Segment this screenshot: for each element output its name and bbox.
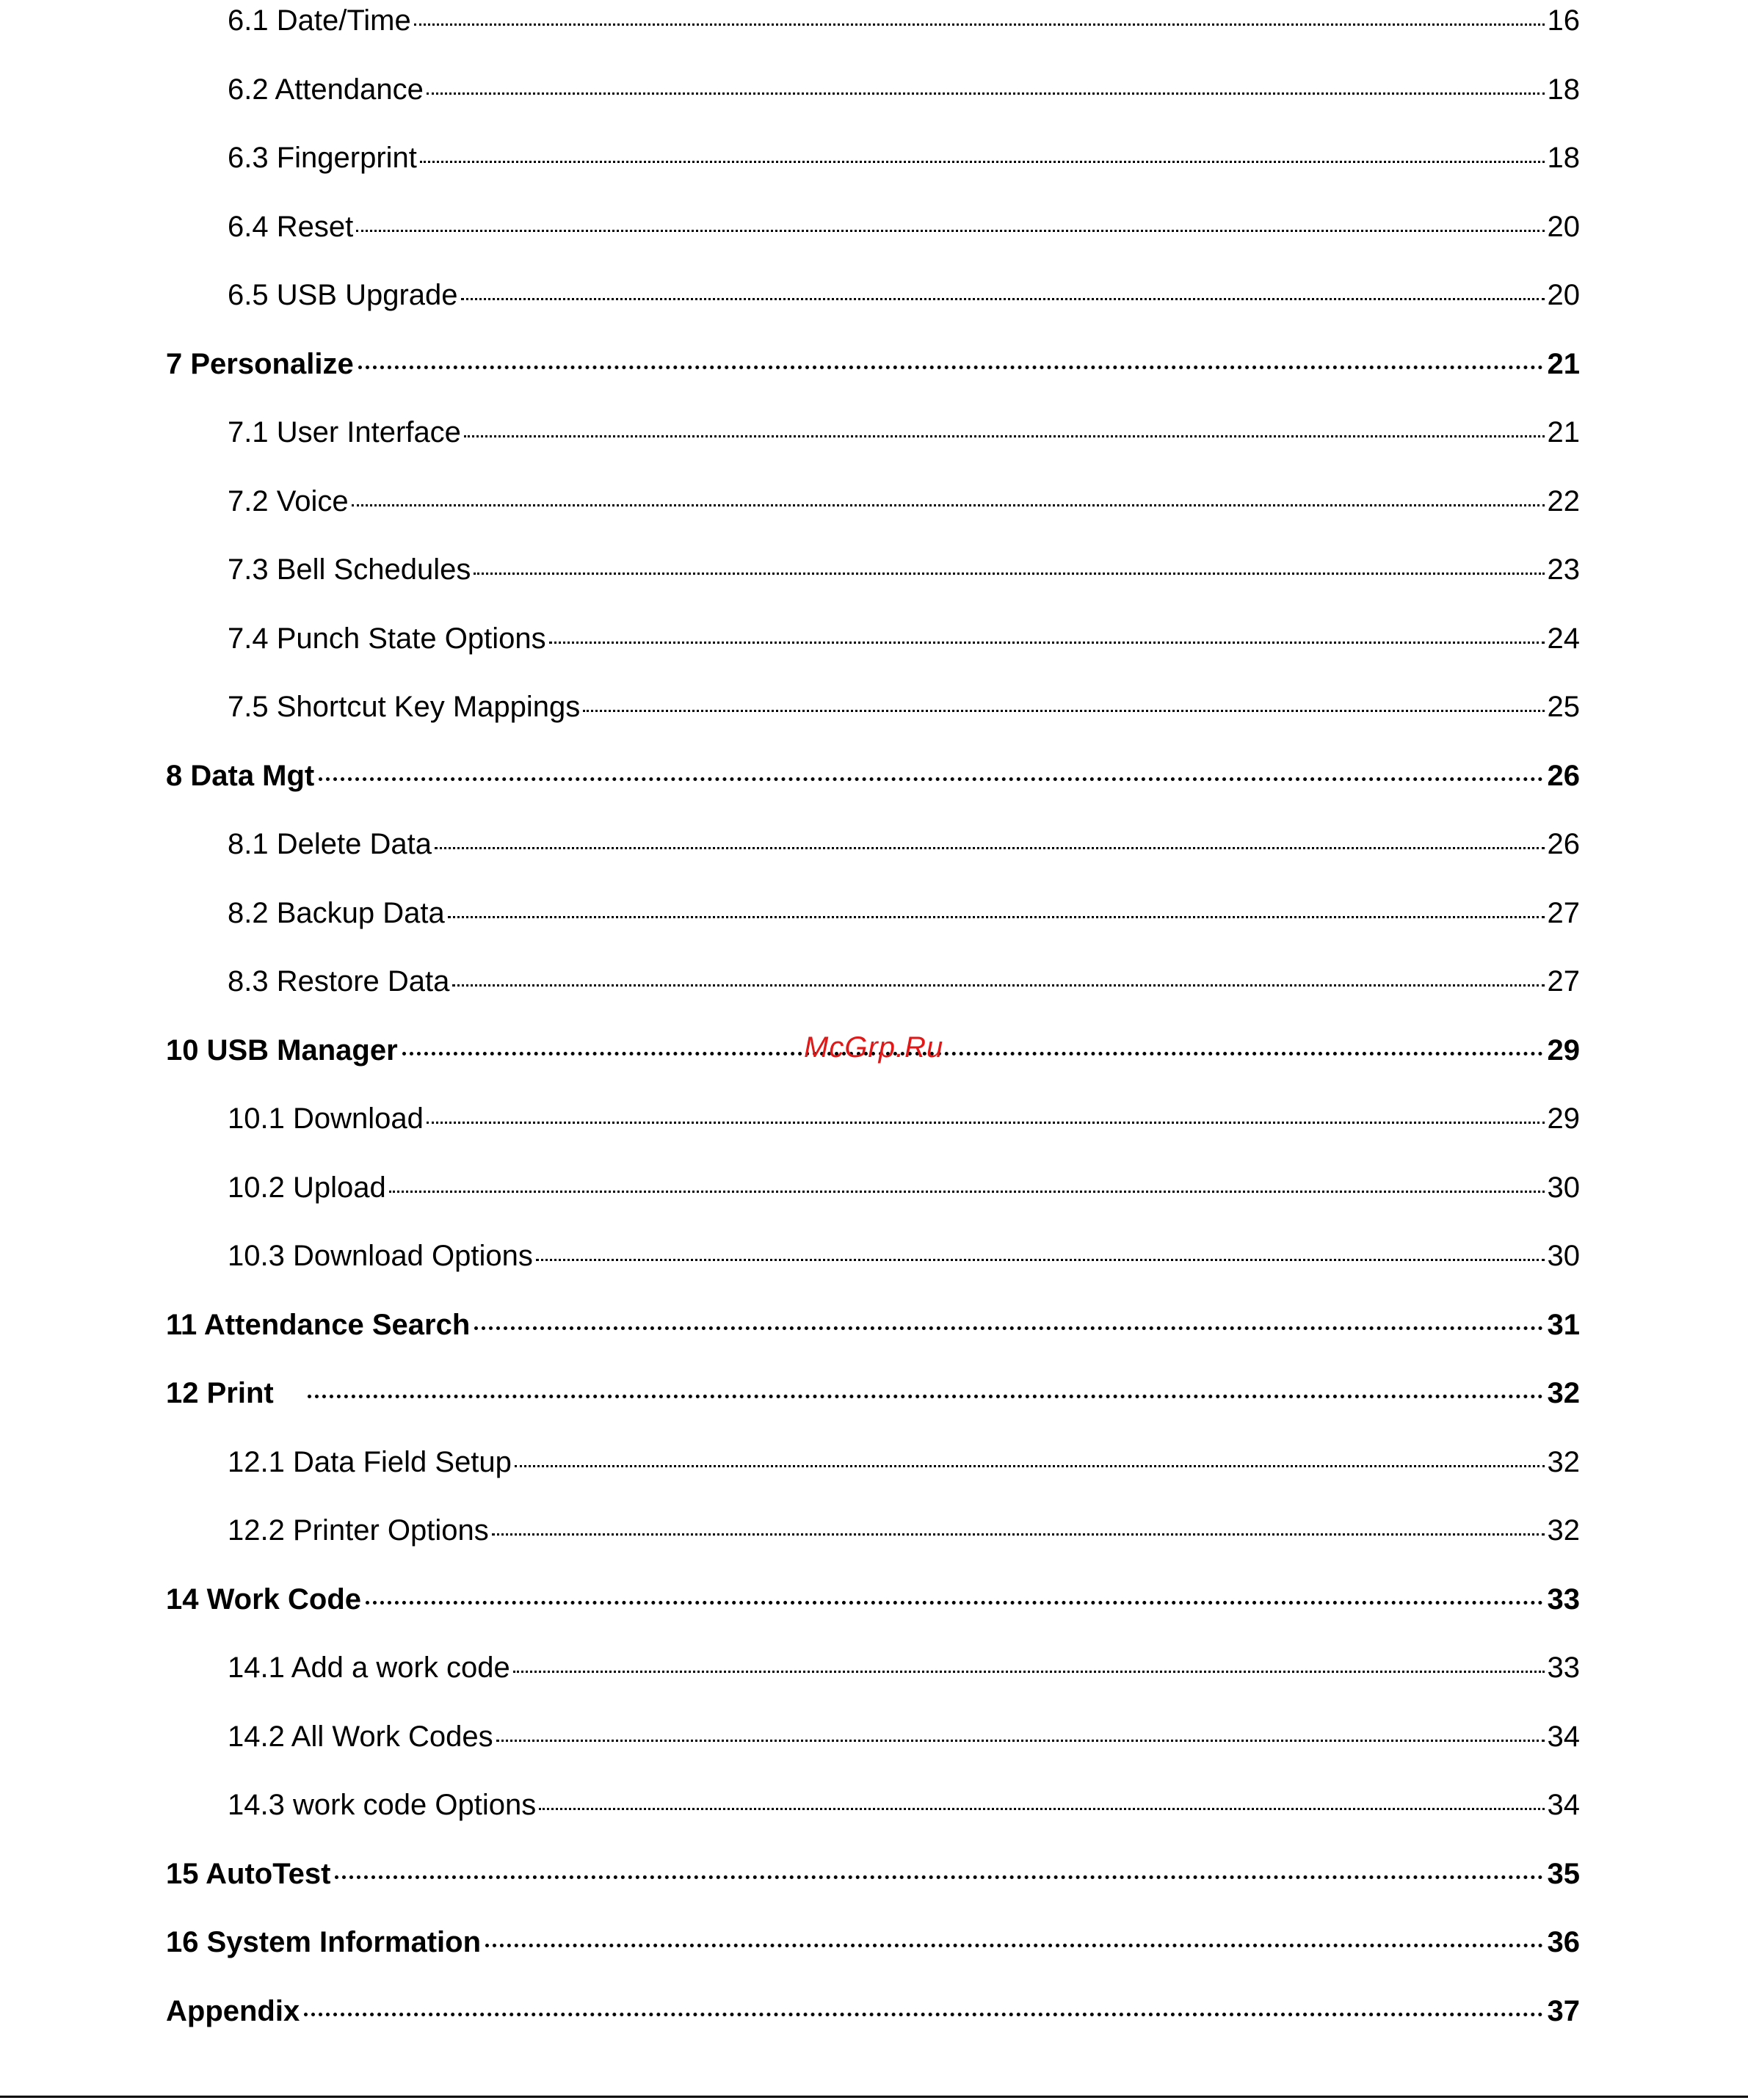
toc-dot-leader [366, 1601, 1543, 1605]
toc-entry-title: 10 USB Manager [166, 1034, 398, 1067]
toc-entry-title: 11 Attendance Search [166, 1309, 471, 1341]
toc-page-number: 36 [1547, 1926, 1580, 1958]
toc-dot-leader [308, 1395, 1543, 1398]
toc-page-number: 21 [1547, 416, 1580, 448]
toc-entry-title: 16 System Information [166, 1926, 482, 1958]
toc-entry-title: 14 Work Code [166, 1583, 361, 1616]
toc-dot-leader [420, 161, 1545, 163]
toc-dot-leader [402, 1052, 1543, 1056]
toc-page-number: 26 [1547, 760, 1580, 792]
toc-page-number: 25 [1547, 691, 1580, 723]
toc-entry[interactable] [228, 1715, 1580, 1759]
toc-page-number: 35 [1547, 1858, 1580, 1890]
toc-entry-title: 8.1 Delete Data [228, 828, 432, 860]
toc-dot-leader [435, 847, 1545, 849]
toc-page-number: 16 [1547, 4, 1580, 37]
toc-entry-title: 8.3 Restore Data [228, 965, 450, 998]
toc-entry-title: 7.1 User Interface [228, 416, 461, 448]
toc-entry[interactable] [166, 1920, 1580, 1964]
toc-dot-leader [335, 1875, 1542, 1879]
toc-entry[interactable] [166, 1371, 1580, 1415]
toc-dot-leader [474, 1326, 1542, 1330]
toc-page-number: 27 [1547, 897, 1580, 929]
toc-dot-leader [452, 984, 1544, 987]
toc-page-number: 20 [1547, 211, 1580, 243]
toc-entry[interactable] [228, 1166, 1580, 1210]
toc-entry-title: 6.3 Fingerprint [228, 142, 417, 174]
toc-page-number: 34 [1547, 1721, 1580, 1753]
toc-dot-leader [583, 710, 1544, 712]
toc-entry[interactable] [228, 617, 1580, 661]
toc-dot-leader [539, 1808, 1544, 1810]
toc-entry[interactable] [228, 0, 1580, 43]
toc-entry[interactable] [166, 754, 1580, 798]
toc-dot-leader [304, 2013, 1542, 2016]
toc-entry[interactable] [166, 1577, 1580, 1621]
toc-page-number: 33 [1547, 1652, 1580, 1684]
toc-page-number: 31 [1547, 1309, 1580, 1341]
toc-dot-leader [448, 916, 1545, 918]
toc-page-number: 30 [1547, 1171, 1580, 1204]
toc-dot-leader [536, 1259, 1545, 1261]
toc-dot-leader [358, 366, 1543, 369]
toc-page-number: 37 [1547, 1995, 1580, 2027]
toc-entry[interactable] [228, 1508, 1580, 1552]
toc-entry-title: 7.4 Punch State Options [228, 622, 546, 655]
toc-page-number: 34 [1547, 1789, 1580, 1821]
toc-dot-leader [352, 504, 1545, 506]
toc-entry-title: 8 Data Mgt [166, 760, 315, 792]
toc-entry[interactable] [228, 1646, 1580, 1690]
toc-entry-title: 12.1 Data Field Setup [228, 1446, 512, 1478]
toc-entry-title: 6.4 Reset [228, 211, 354, 243]
toc-entry[interactable] [228, 136, 1580, 180]
toc-entry-title: Appendix [166, 1995, 300, 2027]
toc-page-number: 18 [1547, 142, 1580, 174]
toc-page-number: 24 [1547, 622, 1580, 655]
toc-page-number: 29 [1547, 1102, 1580, 1135]
toc-page-number: 26 [1547, 828, 1580, 860]
toc-dot-leader [319, 777, 1542, 781]
toc-page-number: 22 [1547, 485, 1580, 517]
toc-entry-title: 6.5 USB Upgrade [228, 279, 458, 311]
toc-page-number: 32 [1547, 1377, 1580, 1409]
toc-entry-title: 6.2 Attendance [228, 73, 424, 106]
toc-page-number: 20 [1547, 279, 1580, 311]
toc-page-number: 23 [1547, 553, 1580, 586]
toc-page-number: 30 [1547, 1240, 1580, 1272]
toc-entry-title: 7.5 Shortcut Key Mappings [228, 691, 581, 723]
toc-dot-leader [515, 1465, 1545, 1467]
toc-dot-leader [414, 23, 1545, 26]
toc-entry-title: 15 AutoTest [166, 1858, 331, 1890]
toc-dot-leader [474, 573, 1544, 575]
toc-page-number: 27 [1547, 965, 1580, 998]
toc-entry[interactable] [228, 479, 1580, 523]
toc-entry-title: 14.1 Add a work code [228, 1652, 510, 1684]
toc-entry-title: 12.2 Printer Options [228, 1514, 489, 1547]
toc-entry[interactable] [166, 342, 1580, 386]
toc-entry-title: 14.2 All Work Codes [228, 1721, 493, 1753]
toc-dot-leader [427, 1122, 1545, 1124]
toc-dot-leader [496, 1740, 1545, 1742]
toc-entry[interactable] [166, 1852, 1580, 1896]
toc-entry-title: 6.1 Date/Time [228, 4, 411, 37]
watermark-text: McGrp.Ru [804, 1031, 944, 1064]
toc-page-number: 21 [1547, 348, 1580, 380]
toc-entry[interactable] [228, 68, 1580, 112]
toc-page-number: 32 [1547, 1446, 1580, 1478]
toc-entry[interactable] [228, 273, 1580, 317]
toc-dot-leader [389, 1191, 1545, 1193]
toc-entry-title: 7.2 Voice [228, 485, 349, 517]
toc-dot-leader [461, 298, 1545, 300]
toc-page-number: 18 [1547, 73, 1580, 106]
toc-entry[interactable] [228, 1097, 1580, 1141]
toc-entry[interactable] [228, 1783, 1580, 1827]
toc-entry[interactable] [166, 1303, 1580, 1347]
toc-entry[interactable] [228, 410, 1580, 454]
toc-entry-title: 7 Personalize [166, 348, 354, 380]
toc-entry[interactable] [228, 548, 1580, 592]
toc-entry-title: 10.3 Download Options [228, 1240, 533, 1272]
toc-dot-leader [485, 1944, 1542, 1947]
toc-dot-leader [427, 92, 1545, 95]
toc-entry[interactable] [228, 822, 1580, 866]
toc-entry[interactable] [228, 1440, 1580, 1484]
toc-entry-title: 8.2 Backup Data [228, 897, 445, 929]
toc-dot-leader [549, 642, 1545, 644]
toc-entry[interactable] [228, 959, 1580, 1003]
toc-dot-leader [492, 1533, 1545, 1536]
toc-dot-leader [513, 1671, 1545, 1673]
toc-entry-title: 14.3 work code Options [228, 1789, 537, 1821]
toc-page-number: 29 [1547, 1034, 1580, 1067]
toc-entry[interactable] [228, 205, 1580, 249]
toc-entry-title: 10.1 Download [228, 1102, 424, 1135]
toc-dot-leader [356, 230, 1544, 232]
toc-entry[interactable] [166, 1989, 1580, 2033]
toc-entry-title: 7.3 Bell Schedules [228, 553, 471, 586]
toc-entry[interactable] [228, 891, 1580, 935]
toc-entry[interactable] [228, 1234, 1580, 1278]
toc-entry[interactable] [228, 685, 1580, 729]
toc-page-number: 32 [1547, 1514, 1580, 1547]
toc-page-number: 33 [1547, 1583, 1580, 1616]
toc-entry-title: 12 Print [166, 1377, 274, 1409]
page-bottom-rule [0, 2096, 1748, 2098]
toc-entry-title: 10.2 Upload [228, 1171, 386, 1204]
toc-dot-leader [464, 435, 1545, 437]
